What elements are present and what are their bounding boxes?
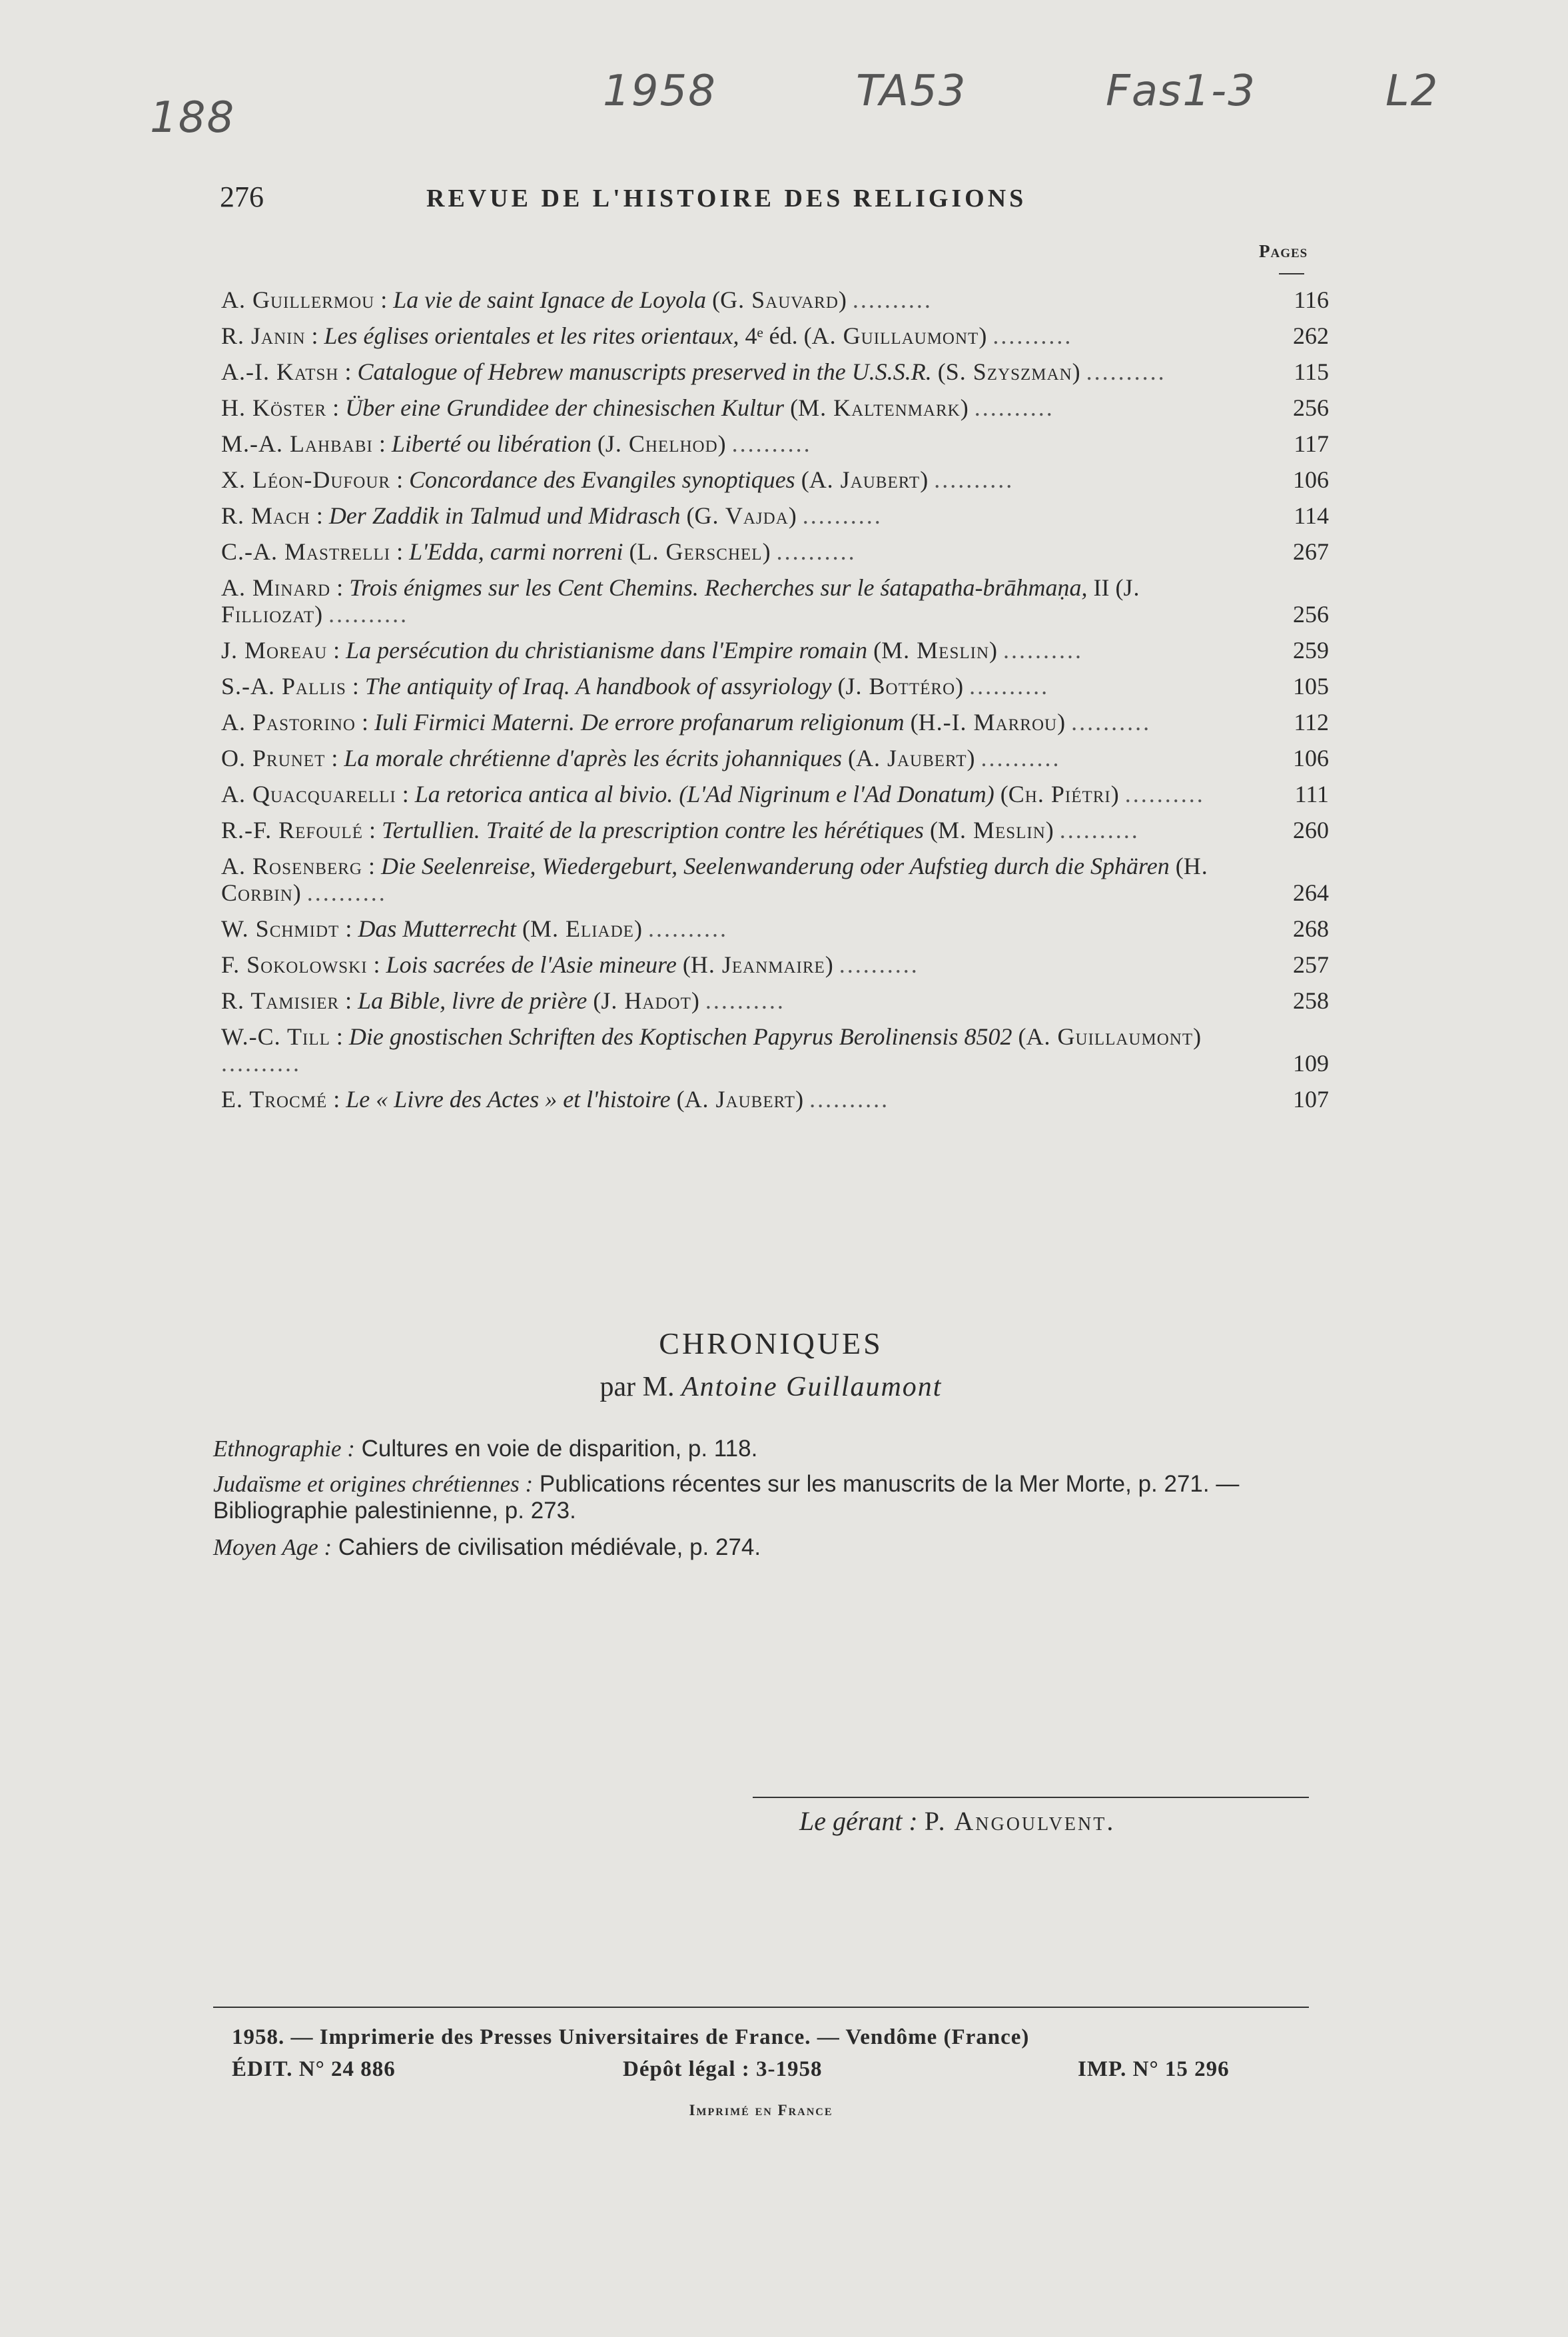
review-title: Catalogue of Hebrew manuscripts preserved in the U.S.S.R. [357, 358, 932, 385]
review-reviewer: A. Guillaumont [811, 322, 979, 349]
review-entry-text: W.-C. Till : Die gnostischen Schriften des Koptischen Papyrus Berolinensis 8502 (A. Guillaumont) .......... [221, 1023, 1202, 1077]
review-entry [213, 322, 1329, 349]
leader-dots: .......... [852, 286, 933, 313]
chronique-text: Publications récentes sur les manuscrits de la Mer Morte, p. 271. — Bibliographie palestinienne, p. 273. [213, 1471, 1240, 1524]
review-entry [213, 637, 1329, 664]
review-reviewer: H.-I. Marrou [918, 709, 1058, 735]
review-entry [213, 502, 1329, 529]
review-author: M.-A. Lahbabi [221, 430, 373, 457]
review-entry [213, 1023, 1329, 1077]
leader-dots: .......... [980, 745, 1061, 771]
review-reviewer: A. Guillaumont [1026, 1023, 1194, 1050]
imprint-depot-legal: Dépôt légal : 3-1958 [623, 2057, 823, 2081]
review-author: F. Sokolowski [221, 951, 368, 978]
review-title: Les églises orientales et les rites orientaux, [324, 322, 739, 349]
review-entry [213, 358, 1329, 385]
chronique-item [213, 1436, 1329, 1462]
review-title: Le « Livre des Actes » et l'histoire [346, 1086, 671, 1113]
review-author: R. Mach [221, 502, 310, 529]
review-entry [213, 915, 1329, 942]
review-page-number: 114 [1294, 502, 1329, 529]
chronique-text: Cahiers de civilisation médiévale, p. 274. [332, 1534, 761, 1560]
page-number: 276 [220, 181, 264, 213]
review-reviewer: M. Kaltenmark [798, 394, 961, 421]
running-title: REVUE DE L'HISTOIRE DES RELIGIONS [426, 185, 1027, 213]
review-reviewer: H. Corbin [221, 853, 1208, 906]
review-page-number: 267 [1293, 538, 1329, 565]
handwritten-note-4: Fas1-3 [1106, 67, 1256, 116]
review-title: L'Edda, carmi norreni [409, 538, 623, 565]
review-author: J. Moreau [221, 637, 328, 664]
review-title: Die gnostischen Schriften des Koptischen Papyrus Berolinensis 8502 [348, 1023, 1012, 1050]
review-reviewer: G. Vajda [694, 502, 789, 529]
review-page-number: 106 [1293, 466, 1329, 493]
review-author: A. Minard [221, 574, 331, 601]
review-page-number: 112 [1294, 709, 1329, 735]
chronique-item [213, 1534, 1329, 1561]
review-entry [213, 394, 1329, 421]
review-entry-text: R. Mach : Der Zaddik in Talmud und Midrasch (G. Vajda) .......... [221, 502, 883, 529]
handwritten-note-2: 1958 [603, 67, 717, 116]
review-title: Der Zaddik in Talmud und Midrasch [328, 502, 681, 529]
review-title: La persécution du christianisme dans l'Empire romain [346, 637, 868, 664]
chronique-label: Ethnographie : [213, 1436, 355, 1462]
review-reviewer: A. Jaubert [809, 466, 921, 493]
review-title-extra: II [1087, 574, 1110, 601]
review-title: Liberté ou libération [391, 430, 591, 457]
review-entry-text: A. Rosenberg : Die Seelenreise, Wiedergeburt, Seelenwanderung oder Aufstieg durch die Sphären (H. Corbin) .......... [221, 853, 1208, 906]
review-page-number: 116 [1294, 286, 1329, 313]
review-title-extra: 4ᵉ éd. [739, 322, 798, 349]
leader-dots: .......... [1071, 709, 1152, 735]
imprint-rule [213, 2007, 1309, 2008]
review-title: Über eine Grundidee der chinesischen Kultur [345, 394, 785, 421]
review-entry [213, 574, 1329, 628]
leader-dots: .......... [802, 502, 883, 529]
chronique-label: Judaïsme et origines chrétiennes : [213, 1471, 534, 1497]
leader-dots: .......... [647, 915, 728, 942]
review-entry [213, 430, 1329, 457]
review-title: La morale chrétienne d'après les écrits johanniques [344, 745, 842, 771]
review-page-number: 259 [1293, 637, 1329, 664]
review-entry [213, 538, 1329, 565]
chroniques-byline [213, 1371, 1329, 1403]
review-page-number: 258 [1293, 987, 1329, 1014]
review-page-number: 105 [1293, 673, 1329, 700]
review-author: A. Pastorino [221, 709, 356, 735]
review-reviewer: M. Meslin [881, 637, 990, 664]
review-author: H. Köster [221, 394, 327, 421]
review-entry-text: J. Moreau : La persécution du christianisme dans l'Empire romain (M. Meslin) .......... [221, 637, 1084, 664]
review-entry-text: A. Guillermou : La vie de saint Ignace de Loyola (G. Sauvard) .......... [221, 286, 933, 313]
review-reviewer: A. Jaubert [684, 1086, 796, 1113]
review-entry-text: M.-A. Lahbabi : Liberté ou libération (J. Chelhod) .......... [221, 430, 812, 457]
review-reviewer: H. Jeanmaire [690, 951, 825, 978]
review-reviewer: A. Jaubert [855, 745, 967, 771]
review-entry-text: R. Janin : Les églises orientales et les rites orientaux, 4ᵉ éd. (A. Guillaumont) .......... [221, 322, 1073, 349]
review-title: Concordance des Evangiles synoptiques [409, 466, 795, 493]
gerant-name: P. Angoulvent. [924, 1806, 1116, 1836]
review-entry [213, 673, 1329, 700]
review-entry-text: A.-I. Katsh : Catalogue of Hebrew manuscripts preserved in the U.S.S.R. (S. Szyszman) .......... [221, 358, 1166, 385]
review-title: Trois énigmes sur les Cent Chemins. Recherches sur le śatapatha-brāhmaṇa, [349, 574, 1088, 601]
review-title: Tertullien. Traité de la prescription contre les hérétiques [382, 817, 924, 843]
review-reviewer: J. Bottéro [845, 673, 956, 700]
leader-dots: .......... [974, 394, 1054, 421]
review-page-number: 256 [1293, 394, 1329, 421]
review-entry-text: C.-A. Mastrelli : L'Edda, carmi norreni (L. Gerschel) .......... [221, 538, 857, 565]
handwritten-note-1: 188 [150, 93, 236, 143]
leader-dots: .......... [1059, 817, 1140, 843]
leader-dots: .......... [969, 673, 1050, 700]
review-author: R. Tamisier [221, 987, 340, 1014]
leader-dots: .......... [731, 430, 812, 457]
chroniques-by-prefix: par M. [599, 1372, 675, 1402]
review-author: A. Guillermou [221, 286, 375, 313]
pages-column-divider [1279, 273, 1304, 274]
review-author: A. Rosenberg [221, 853, 362, 879]
review-page-number: 256 [1293, 601, 1329, 628]
chronique-item [213, 1471, 1329, 1524]
review-entry-text: R. Tamisier : La Bible, livre de prière (J. Hadot) .......... [221, 987, 785, 1014]
review-author: C.-A. Mastrelli [221, 538, 391, 565]
handwritten-note-5: L2 [1385, 67, 1439, 116]
review-page-number: 262 [1293, 322, 1329, 349]
chronique-label: Moyen Age : [213, 1534, 332, 1560]
handwritten-note-3: TA53 [856, 67, 967, 116]
review-reviewer: S. Szyszman [945, 358, 1072, 385]
review-page-number: 106 [1293, 745, 1329, 771]
review-entry-text: O. Prunet : La morale chrétienne d'après les écrits johanniques (A. Jaubert) .......... [221, 745, 1061, 771]
review-page-number: 117 [1294, 430, 1329, 457]
leader-dots: .......... [705, 987, 785, 1014]
review-entry [213, 745, 1329, 771]
review-author: E. Trocmé [221, 1086, 328, 1113]
review-author: R. Janin [221, 322, 306, 349]
review-author: O. Prunet [221, 745, 326, 771]
printed-in-france: Imprimé en France [689, 2102, 833, 2118]
review-reviewer: J. Hadot [601, 987, 691, 1014]
review-entry [213, 951, 1329, 978]
gerant-line [799, 1805, 1115, 1837]
review-entry-text: X. Léon-Dufour : Concordance des Evangiles synoptiques (A. Jaubert) .......... [221, 466, 1014, 493]
review-author: S.-A. Pallis [221, 673, 346, 700]
leader-dots: .......... [992, 322, 1073, 349]
review-entry-text: H. Köster : Über eine Grundidee der chinesischen Kultur (M. Kaltenmark) .......... [221, 394, 1054, 421]
review-entry-text: A. Quacquarelli : La retorica antica al bivio. (L'Ad Nigrinum e l'Ad Donatum) (Ch. Piétri) .......... [221, 781, 1205, 807]
imprint-edit-number: ÉDIT. N° 24 886 [232, 2057, 396, 2081]
review-title: Das Mutterrecht [358, 915, 516, 942]
review-entry [213, 781, 1329, 807]
review-page-number: 264 [1293, 879, 1329, 906]
review-reviewer: J. Chelhod [605, 430, 718, 457]
review-title: Lois sacrées de l'Asie mineure [386, 951, 677, 978]
review-author: X. Léon-Dufour [221, 466, 391, 493]
review-page-number: 268 [1293, 915, 1329, 942]
review-page-number: 109 [1293, 1050, 1329, 1077]
review-title: Die Seelenreise, Wiedergeburt, Seelenwanderung oder Aufstieg durch die Sphären [380, 853, 1170, 879]
review-author: A. Quacquarelli [221, 781, 396, 807]
review-title: Iuli Firmici Materni. De errore profanarum religionum [374, 709, 905, 735]
page-header [213, 180, 1329, 220]
review-entry [213, 853, 1329, 906]
pages-column-label: Pages [1259, 241, 1308, 261]
review-entry-text: S.-A. Pallis : The antiquity of Iraq. A handbook of assyriology (J. Bottéro) .......... [221, 673, 1050, 700]
review-entry-text: W. Schmidt : Das Mutterrecht (M. Eliade) .......... [221, 915, 728, 942]
imprint-line: 1958. — Imprimerie des Presses Universitaires de France. — Vendôme (France) [232, 2025, 1030, 2049]
leader-dots: .......... [328, 601, 409, 628]
review-title: La vie de saint Ignace de Loyola [393, 286, 707, 313]
review-entry-text: E. Trocmé : Le « Livre des Actes » et l'histoire (A. Jaubert) .......... [221, 1086, 890, 1113]
review-page-number: 115 [1294, 358, 1329, 385]
leader-dots: .......... [934, 466, 1014, 493]
review-title: The antiquity of Iraq. A handbook of assyriology [364, 673, 832, 700]
review-reviewer: G. Sauvard [720, 286, 839, 313]
review-page-number: 257 [1293, 951, 1329, 978]
gerant-label: Le gérant : [799, 1806, 918, 1836]
review-reviewer: M. Meslin [937, 817, 1046, 843]
leader-dots: .......... [776, 538, 857, 565]
review-entry [213, 1086, 1329, 1113]
review-entry [213, 709, 1329, 735]
review-entry-text: F. Sokolowski : Lois sacrées de l'Asie mineure (H. Jeanmaire) .......... [221, 951, 919, 978]
review-reviewer: J. Filliozat [221, 574, 1140, 628]
review-entry [213, 987, 1329, 1014]
review-author: W. Schmidt [221, 915, 340, 942]
review-entry-text: A. Minard : Trois énigmes sur les Cent Chemins. Recherches sur le śatapatha-brāhmaṇa, II (J. Filliozat) .......... [221, 574, 1140, 628]
review-author: R.-F. Refoulé [221, 817, 363, 843]
review-page-number: 107 [1293, 1086, 1329, 1113]
review-reviewer: M. Eliade [530, 915, 634, 942]
leader-dots: .......... [306, 879, 387, 906]
review-entry-text: A. Pastorino : Iuli Firmici Materni. De errore profanarum religionum (H.-I. Marrou) .......... [221, 709, 1152, 735]
gerant-rule [753, 1797, 1309, 1798]
leader-dots: .......... [1003, 637, 1084, 664]
review-entry [213, 466, 1329, 493]
leader-dots: .......... [809, 1086, 890, 1113]
imprint-imp-number: IMP. N° 15 296 [1078, 2057, 1230, 2081]
leader-dots: .......... [1086, 358, 1166, 385]
review-entry [213, 286, 1329, 313]
review-reviewer: Ch. Piétri [1008, 781, 1111, 807]
leader-dots: .......... [839, 951, 919, 978]
chroniques-heading: CHRONIQUES [659, 1326, 883, 1360]
leader-dots: .......... [221, 1050, 301, 1077]
review-index-list [213, 286, 1329, 1122]
review-title: La Bible, livre de prière [358, 987, 588, 1014]
chroniques-author: Antoine Guillaumont [681, 1372, 943, 1402]
review-reviewer: L. Gerschel [637, 538, 763, 565]
chronique-text: Cultures en voie de disparition, p. 118. [354, 1436, 758, 1462]
review-author: A.-I. Katsh [221, 358, 339, 385]
review-page-number: 111 [1294, 781, 1329, 807]
review-author: W.-C. Till [221, 1023, 330, 1050]
review-entry-text: R.-F. Refoulé : Tertullien. Traité de la prescription contre les hérétiques (M. Meslin) .......... [221, 817, 1140, 843]
review-page-number: 260 [1293, 817, 1329, 843]
leader-dots: .......... [1124, 781, 1205, 807]
review-title: La retorica antica al bivio. (L'Ad Nigrinum e l'Ad Donatum) [414, 781, 994, 807]
review-entry [213, 817, 1329, 843]
